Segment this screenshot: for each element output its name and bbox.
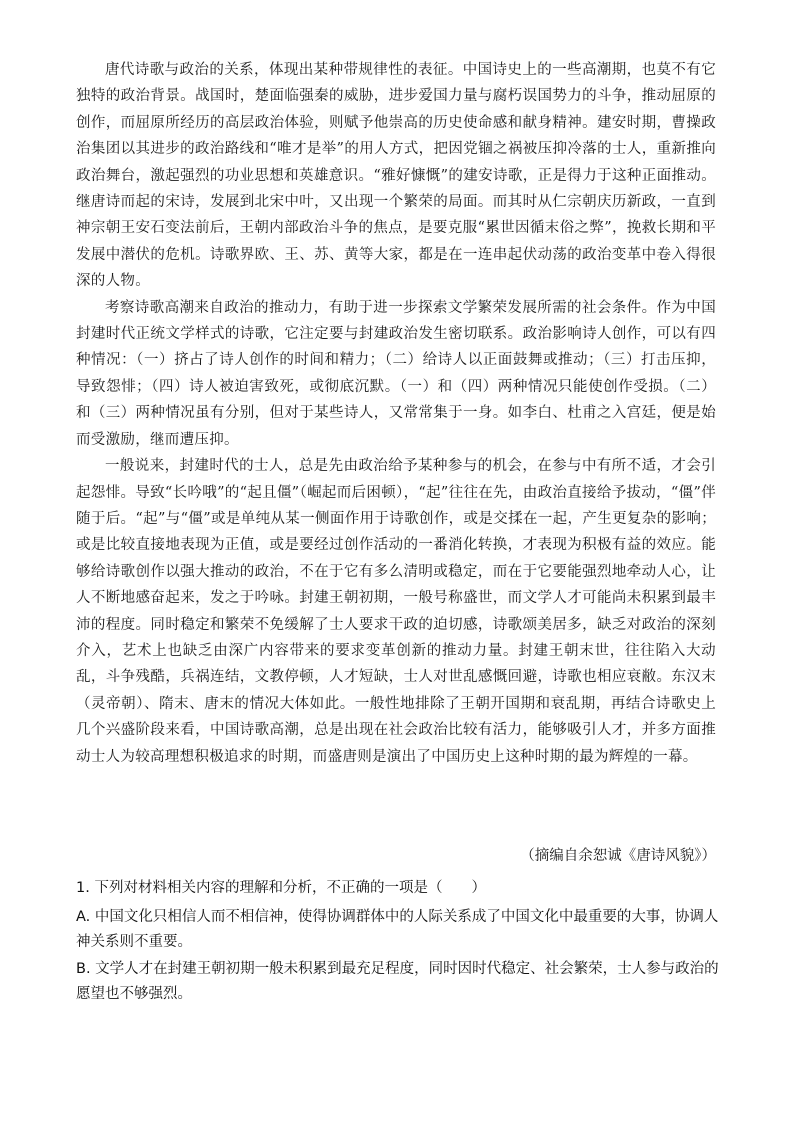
essay-paragraph-2: 考察诗歌高潮来自政治的推动力，有助于进一步探索文学繁荣发展所需的社会条件。作为中国封建时代正统文学样式的诗歌，它注定要与封建政治发生密切联系。政治影响诗人创作，可以有四种情况：（一）挤占了诗人创作的时间和精力；（二）给诗人以正面鼓舞或推动；（三）打击压抑，导致怨悱；（四）诗人被迫害致死，或彻底沉默。（一）和（四）两种情况只能使创作受损。（二）和（三）两种情况虽有分别，但对于某些诗人，又常常集于一身。如李白、杜甫之入宫廷，便是始而受激励，继而遭压抑。 [76,299,716,448]
option-a: A. 中国文化只相信人而不相信神，使得协调群体中的人际关系成了中国文化中最重要的大事，协调人神关系则不重要。 [76,908,719,950]
option-b: B. 文学人才在封建王朝初期一般未积累到最充足程度，同时因时代稳定、社会繁荣，士人参与政治的愿望也不够强烈。 [76,960,719,1002]
question-stem: 1. 下列对材料相关内容的理解和分析，不正确的一项是（ ） [76,880,486,896]
essay-paragraph-3: 一般说来，封建时代的士人，总是先由政治给予某种参与的机会，在参与中有所不适，才会引起怨悱。导致“长吟哦”的“起且僵”（崛起而后困顿），“起”往往在先，由政治直接给予拔动，“僵”伴随于后。“起”与“僵”或是单纯从某一侧面作用于诗歌创作，或是交揉在一起，产生更复杂的影响；或是比较直接地表现为正值，或是要经过创作活动的一番消化转换，才表现为积极有益的效应。能够给诗歌创作以强大推动的政治，不在于它有多么清明或稳定，而在于它要能强烈地牵动人心，让人不断地感奋起来，发之于吟咏。封建王朝初期，一般号称盛世，而文学人才可能尚未积累到最丰沛的程度。同时稳定和繁荣不免缓解了士人要求干政的迫切感，诗歌颂美居多，缺乏对政治的深刻介入，艺术上也缺乏由深广内容带来的要求变革创新的推动力量。封建王朝末世，往往陷入大动乱，斗争残酷，兵祸连结，文教停顿，人才短缺，士人对世乱感慨回避，诗歌也相应衰敝。东汉末（灵帝朝）、隋末、唐末的情况大体如此。一般性地排除了王朝开国期和衰乱期，再结合诗歌史上几个兴盛阶段来看，中国诗歌高潮，总是出现在社会政治比较有活力，能够吸引人才，并多方面推动士人为较高理想积极追求的时期，而盛唐则是演出了中国历史上这种时期的最为辉煌的一幕。 [76,458,716,765]
essay-paragraph-1: 唐代诗歌与政治的关系，体现出某种带规律性的表征。中国诗史上的一些高潮期，也莫不有它独特的政治背景。战国时，楚面临强秦的威胁，进步爱国力量与腐朽误国势力的斗争，推动屈原的创作，而屈原所经历的高层政治体验，则赋予他崇高的历史使命感和献身精神。建安时期，曹操政治集团以其进步的政治路线和“唯才是举”的用人方式，把因党锢之祸被压抑冷落的士人，重新推向政治舞台，激起强烈的功业思想和英雄意识。“雅好慷慨”的建安诗歌，正是得力于这种正面推动。继唐诗而起的宋诗，发展到北宋中叶，又出现一个繁荣的局面。而其时从仁宗朝庆历新政，一直到神宗朝王安石变法前后，王朝内部政治斗争的焦点，是要克服“累世因循末俗之弊”，挽救长期和平发展中潜伏的危机。诗歌界欧、王、苏、黄等大家，都是在一连串起伏动荡的政治变革中卷入得很深的人物。 [76,62,716,290]
source-attribution: （摘编自余恕诚《唐诗风貌》） [520,848,716,864]
essay-passage [76,57,716,770]
question-block [76,876,722,1009]
